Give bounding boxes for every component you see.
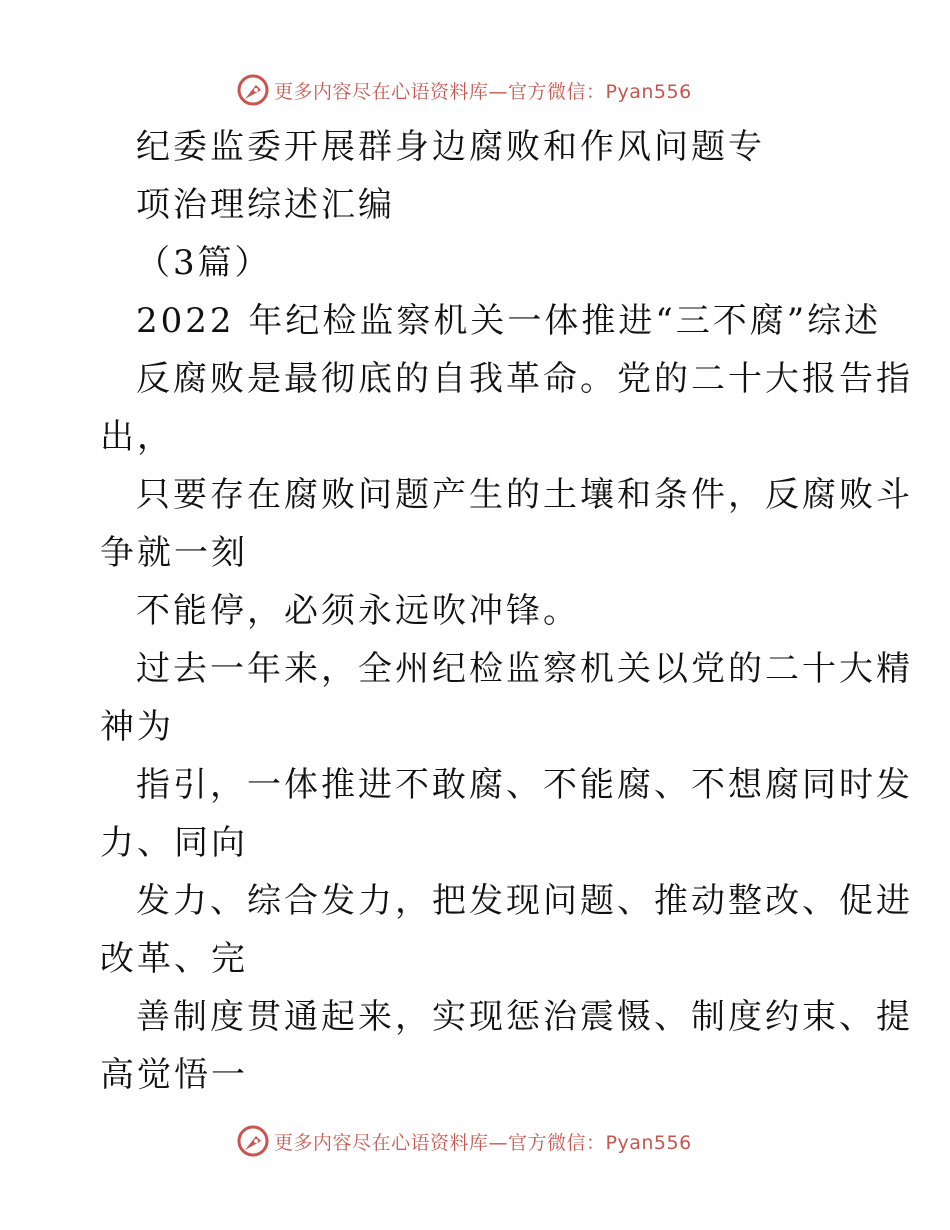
paragraph-line: 过去一年来，全州纪检监察机关以党的二十大精 xyxy=(136,649,913,689)
watermark-text: 更多内容尽在心语资料库—官方微信：Pyan556 xyxy=(274,1131,692,1154)
pen-nib-logo-icon xyxy=(236,1124,270,1158)
paragraph-line: 不能停，必须永远吹冲锋。 xyxy=(136,591,580,631)
doc-title-line-2: 项治理综述汇编 xyxy=(136,185,395,225)
doc-title-line-1: 纪委监委开展群身边腐败和作风问题专 xyxy=(136,127,765,167)
paragraph-line: 善制度贯通起来，实现惩治震慑、制度约束、提 xyxy=(136,997,913,1037)
paragraph-line: 反腐败是最彻底的自我革命。党的二十大报告指 xyxy=(136,359,913,399)
doc-subtitle: （3篇） xyxy=(136,243,272,283)
paragraph-line: 力、同向 xyxy=(100,823,248,863)
paragraph-line: 神为 xyxy=(100,707,174,747)
paragraph-line: 指引，一体推进不敢腐、不能腐、不想腐同时发 xyxy=(136,765,913,805)
paragraph-line: 只要存在腐败问题产生的土壤和条件，反腐败斗 xyxy=(136,475,913,515)
paragraph-line: 发力、综合发力，把发现问题、推动整改、促进 xyxy=(136,881,913,921)
section-heading: 2022 年纪检监察机关一体推进“三不腐”综述 xyxy=(136,301,882,341)
header-watermark xyxy=(236,72,692,108)
paragraph-line: 出， xyxy=(100,417,174,457)
paragraph-line: 争就一刻 xyxy=(100,533,248,573)
footer-watermark xyxy=(236,1123,692,1159)
watermark-text: 更多内容尽在心语资料库—官方微信：Pyan556 xyxy=(274,80,692,103)
paragraph-line: 高觉悟一 xyxy=(100,1055,248,1095)
paragraph-line: 改革、完 xyxy=(100,939,248,979)
pen-nib-logo-icon xyxy=(236,73,270,107)
